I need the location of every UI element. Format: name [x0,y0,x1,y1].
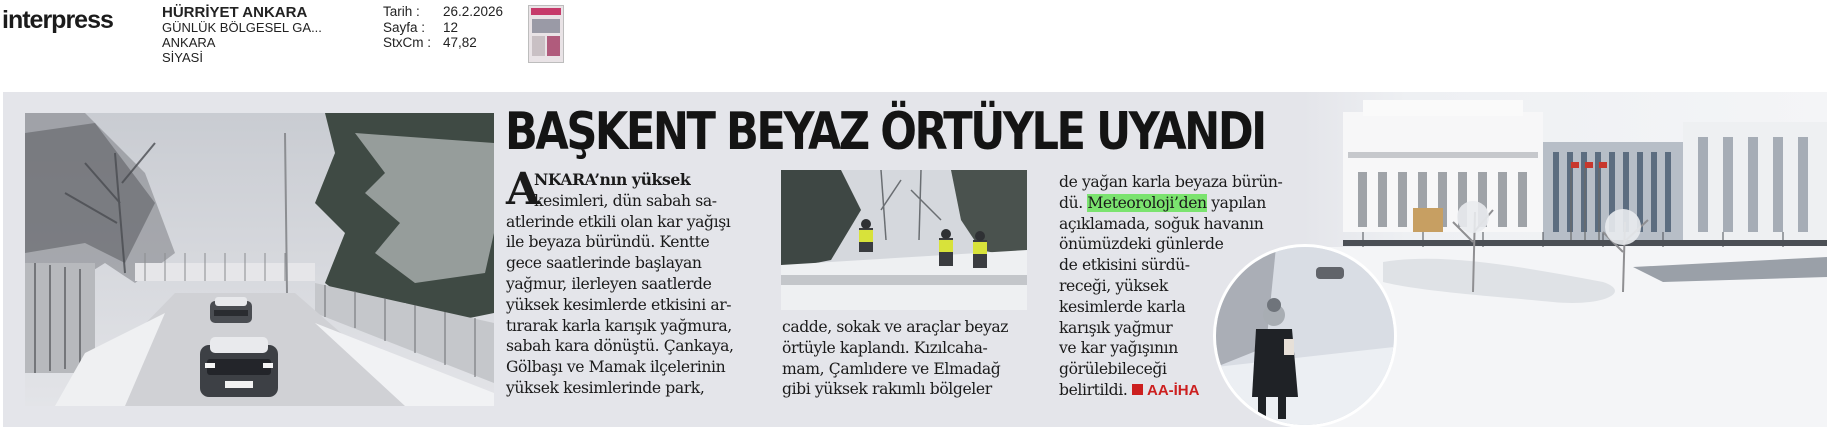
article-column-3: de yağan karla beyaza bürün- dü. Meteoroloji’den yapılan açıklamada, soğuk havanın önümüzdeki günlerde de etkisini sürdü- receği, yüksek kesimlerde karla karışık yağmur ve kar yağışının görülebileceği belirtildi. AA-İHA [1059,172,1282,402]
headline: BAŞKENT BEYAZ ÖRTÜYLE UYANDI [505,102,1265,162]
clip-meta [383,4,503,51]
credit-square-icon [1132,384,1143,395]
col3-line-2: dü. Meteoroloji’den yapılan [1059,193,1266,212]
interpress-logo: interpress [2,6,113,34]
page-thumbnail[interactable] [528,5,564,63]
meta-row-date: Tarih : 26.2.2026 [383,4,504,19]
col3-last-line: belirtildi. AA-İHA [1059,380,1200,399]
photo-credit: AA-İHA [1132,382,1200,399]
publication-section: SİYASİ [162,50,203,65]
article-column-1: A NKARA’nın yüksek kesimleri, dün sabah sa- atlerinde etkili olan kar yağışı ile beyaza büründü. Kentte gece saatlerinde başlayan yağmur, ilerleyen saatlerde yüksek kesimlerde etkisini ar- tırarak karla karışık yağmura, sabah kara dönüştü. Çankaya, Gölbaşı ve Mamak ilçelerinin yüksek kesimlerinde park, [506,164,734,397]
highlighted-word: Meteoroloji’den [1087,193,1207,212]
publication-type: GÜNLÜK BÖLGESEL GA... [162,20,322,35]
dropcap: A [506,164,540,215]
news-clipping [3,92,1827,427]
woman-phone-inset-photo [1213,244,1397,427]
publication-city: ANKARA [162,35,216,50]
publication-name: HÜRRİYET ANKARA [162,4,308,21]
article-column-2: cadde, sokak ve araçlar beyaz örtüyle kaplandı. Kızılcaha- mam, Çamlıdere ve Elmadağ gibi yüksek rakımlı bölgeler [782,318,1009,399]
meta-row-stxcm: StxCm : 47,82 [383,35,477,50]
snowy-road-photo [25,113,494,406]
col1-first-line: NKARA’nın yüksek [534,170,691,189]
snow-workers-photo [781,170,1027,310]
meta-row-page: Sayfa : 12 [383,19,459,35]
source-info [162,5,322,65]
